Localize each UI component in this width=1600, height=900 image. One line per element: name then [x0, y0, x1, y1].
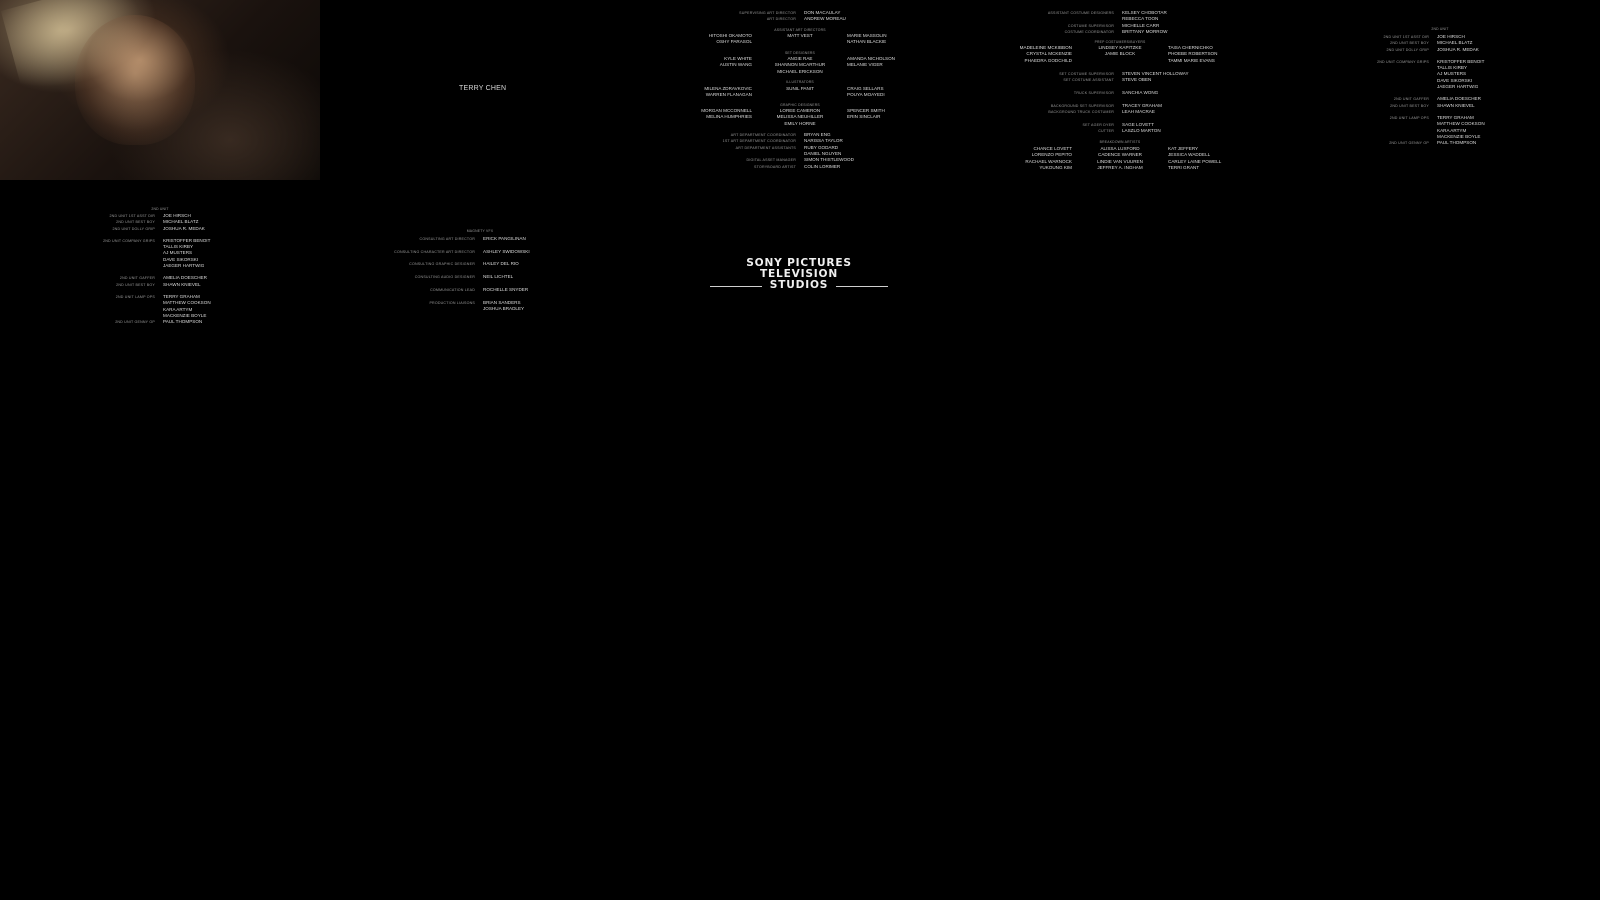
credit-section-heading: ASSISTANT ART DIRECTORS — [774, 28, 826, 32]
credit-name: PAUL THOMPSON — [1437, 140, 1477, 146]
credit-names — [1437, 59, 1484, 90]
credit-name: SUNIL PANIT — [786, 86, 814, 91]
credit-role: ART DIRECTOR — [766, 17, 796, 22]
credit-name: LEAH MACRAE — [1122, 109, 1155, 115]
credit-name: MICHAEL BLATZ — [1437, 40, 1473, 46]
credit-names — [1122, 128, 1161, 134]
credit-name: CRAIG SELLARS — [847, 86, 884, 91]
credit-role: 2ND UNIT GENNY OP — [1389, 141, 1429, 146]
credit-row — [676, 164, 840, 170]
credit-name: KARA ARTYM — [1437, 127, 1467, 133]
credit-names — [163, 226, 205, 232]
credit-row — [1309, 115, 1485, 140]
credit-role: COSTUME SUPERVISOR — [1067, 23, 1114, 28]
credit-row — [1309, 103, 1475, 109]
credit-name: KELSEY CHOBOTAR — [1122, 10, 1167, 15]
credit-name: JOE HIRSCH — [1437, 34, 1465, 39]
credit-name: CHANCE LOVETT — [1033, 146, 1072, 151]
credit-section-heading: 2ND UNIT — [1431, 27, 1449, 31]
credit-names — [163, 282, 201, 288]
credit-name-column — [652, 33, 752, 46]
credit-name: MATT VEST — [787, 33, 813, 38]
credit-role: ART DEPARTMENT ASSISTANTS — [735, 145, 796, 150]
credit-section-heading: 2ND UNIT — [151, 207, 169, 211]
credit-name-column — [760, 33, 840, 39]
credit-row — [35, 319, 202, 325]
credit-row — [994, 109, 1155, 115]
credit-name: MICHAEL BLATZ — [163, 219, 199, 225]
credit-section-heading: ILLUSTRATORS — [786, 80, 814, 84]
credit-name: SHANNON MCARTHUR — [774, 62, 826, 68]
credit-name: RUBY GODARD — [804, 144, 839, 150]
credit-row — [347, 236, 526, 242]
credit-name: KARA ARTYM — [163, 306, 193, 312]
credit-role: 2ND UNIT COMPANY GRIPS — [103, 238, 155, 243]
credit-names — [163, 294, 211, 319]
credit-role: CONSULTING ART DIRECTOR — [419, 237, 475, 241]
credit-role: 2ND UNIT BEST BOY — [1390, 41, 1429, 46]
credit-names — [1122, 109, 1155, 115]
credit-name: EMILY HORNE — [784, 120, 816, 126]
credit-name: SANCHIA WONG — [1122, 90, 1159, 96]
credit-name: STEVE OBEN — [1122, 77, 1152, 83]
credit-name: AMELIA DOESCHER — [1437, 96, 1481, 102]
credit-names — [163, 319, 202, 325]
credit-name: TERRI GRANT — [1168, 164, 1200, 170]
credit-row — [676, 145, 841, 158]
credit-role: 2ND UNIT GAFFER — [119, 276, 155, 281]
credit-row — [994, 29, 1168, 35]
credit-name-column — [1080, 146, 1160, 171]
credit-name-column — [847, 33, 947, 46]
credit-section-heading: MAGNETY VFX — [466, 229, 494, 233]
credit-name: LINDSEY KAPITZKE — [1098, 45, 1142, 50]
credit-name: PAUL THOMPSON — [163, 319, 203, 325]
credit-name: PHOEBE ROBERTSON — [1168, 51, 1218, 57]
credit-name: SAGE LOVETT — [1122, 122, 1154, 127]
logo-rule-left — [710, 286, 762, 287]
face-shape — [75, 15, 195, 145]
credit-row — [994, 128, 1161, 134]
credit-name: ANGIE RAE — [787, 56, 813, 61]
credit-name-column — [1168, 45, 1268, 64]
credit-names — [1122, 77, 1151, 83]
credit-name: ALISSA LUXFORD — [1100, 146, 1140, 151]
credit-name-column — [1080, 45, 1160, 58]
credit-row — [347, 249, 530, 255]
credit-names — [1437, 47, 1479, 53]
credit-name: MACKENZIE BOYLE — [1437, 133, 1481, 139]
credit-name: AJ MUSTERS — [1437, 71, 1467, 77]
credit-name: ASHLEY SWIDOWSKI — [483, 248, 530, 254]
credit-name: KAT JEFFERY — [1168, 146, 1199, 151]
credit-role: CONSULTING GRAPHIC DESIGNER — [409, 262, 475, 267]
credit-role: ASSISTANT COSTUME DESIGNERS — [1047, 11, 1114, 15]
credit-name: SIMON THISTLEWOOD — [804, 157, 854, 163]
credit-role: 2ND UNIT COMPANY GRIPS — [1377, 59, 1429, 64]
credit-name-column — [847, 56, 947, 69]
credit-role: COMMUNICATION LEAD — [430, 287, 475, 292]
credit-role: CUTTER — [1098, 129, 1114, 134]
credit-name: STEVEN VINCENT HOLLOWAY — [1122, 71, 1189, 76]
sony-pictures-television-studios-logo — [712, 258, 886, 291]
credit-role: CONSULTING CHARACTER ART DIRECTOR — [394, 249, 475, 254]
credit-role: 2ND UNIT BEST BOY — [116, 220, 155, 225]
credit-name: MILENA ZDRAVKOVIC — [704, 86, 752, 91]
credit-row — [994, 90, 1158, 96]
credit-name: KRISTOFFER BENOIT — [163, 237, 211, 243]
credit-role: SUPERVISING ART DIRECTOR — [739, 11, 796, 15]
credit-names — [1122, 29, 1168, 35]
credit-name: TERRY GRAHAM — [163, 294, 200, 299]
credit-role: PRODUCTION LIAISONS — [429, 300, 475, 305]
credit-name: HITOSHI OKAMOTO — [708, 33, 752, 38]
credit-names — [1437, 103, 1475, 109]
credit-name: OSHY PARASOL — [716, 39, 752, 45]
credit-row — [676, 16, 846, 22]
credit-name-column — [760, 108, 840, 127]
credit-name: PHAEDRA GODCHILD — [1024, 57, 1072, 63]
credit-role: 2ND UNIT 1ST ASST DIR — [109, 214, 155, 218]
credit-name: AJ MUSTERS — [163, 250, 193, 256]
credit-name: NATHAN BLACKIE — [847, 39, 887, 45]
credit-name: WARREN FLANAGAN — [705, 92, 752, 98]
credit-section-heading: GRAPHIC DESIGNERS — [780, 103, 820, 107]
credit-name: MICHAEL ERICKSON — [777, 68, 823, 74]
credit-name-column — [972, 45, 1072, 64]
credit-row — [1309, 47, 1479, 53]
credit-row — [994, 77, 1151, 83]
credit-names — [1122, 90, 1158, 96]
credit-name-column — [760, 86, 840, 92]
credit-names — [804, 164, 840, 170]
credit-name-column — [972, 146, 1072, 171]
credit-name: KRISTOFFER BENOIT — [1437, 58, 1485, 64]
credit-name: NARISSA TAYLOR — [804, 138, 843, 144]
credit-row — [35, 226, 205, 232]
credit-name: BRYAN ENG — [804, 132, 831, 137]
credit-row — [1309, 140, 1476, 146]
credit-role: 2ND UNIT GENNY OP — [115, 320, 155, 325]
credit-role: ART DEPARTMENT COORDINATOR — [730, 133, 796, 137]
credit-role: 2ND UNIT LAMP OPS — [1389, 116, 1429, 120]
credit-name: ERIN SINCLAIR — [847, 114, 881, 120]
credit-name: MATTHEW COOKSON — [1437, 121, 1485, 127]
credit-row — [35, 238, 210, 269]
credit-name: ANDREW MOREAU — [804, 16, 846, 22]
credit-name: MELINA HUMPHRIES — [706, 114, 752, 120]
credit-role: SET COSTUME ASSISTANT — [1063, 78, 1114, 83]
credit-name: MELANIE VIGER — [847, 62, 883, 68]
credit-name: JESSICA WADDELL — [1168, 152, 1211, 158]
credit-role: STORYBOARD ARTIST — [754, 164, 796, 169]
credit-name: SHAWN KNIEVEL — [1437, 102, 1475, 108]
credit-name: TALLIS KIRBY — [1437, 65, 1468, 71]
credit-names — [483, 261, 519, 267]
credit-name: POUYA MOAYEDI — [847, 92, 885, 98]
credit-role: CONSULTING AUDIO DESIGNER — [414, 275, 475, 280]
credit-name: AMELIA DOESCHER — [163, 275, 207, 281]
credit-row — [347, 300, 524, 313]
credit-name: TALLIS KIRBY — [163, 244, 194, 250]
credit-name-column — [847, 86, 947, 99]
credit-name: JOSHUA BRADLEY — [483, 305, 525, 311]
credit-name: CRYSTAL MCKENZIE — [1026, 51, 1072, 57]
credit-section-heading: BREAKDOWN ARTISTS — [1099, 140, 1141, 144]
logo-line-1: SONY PICTURES TELEVISION — [746, 257, 852, 280]
credit-role: SET COSTUME SUPERVISOR — [1059, 72, 1114, 76]
credit-name: HAILEY DEL RIO — [483, 261, 519, 267]
credit-row — [35, 294, 211, 319]
credit-role: DIGITAL ASSET MANAGER — [746, 158, 796, 163]
credit-name: MADELEINE MCKIBBON — [1019, 45, 1072, 50]
solo-credit-name: TERRY CHEN — [459, 85, 507, 92]
logo-rule-right — [836, 286, 888, 287]
credit-name: AMANDA NICHOLSON — [847, 56, 895, 61]
credit-name-column — [652, 108, 752, 121]
credit-name: LOREE CAMERON — [779, 108, 821, 113]
credit-name: DAVE SIKORSKI — [163, 256, 199, 262]
credit-name: MACKENZIE BOYLE — [163, 312, 207, 318]
credit-role: 2ND UNIT BEST BOY — [116, 282, 155, 287]
credit-name: CARLEY LAINE POWELL — [1168, 158, 1222, 164]
credit-names — [804, 16, 846, 22]
logo-line-2: STUDIOS — [769, 279, 829, 291]
credit-names — [483, 287, 528, 293]
credit-name: DAVE SIKORSKI — [1437, 77, 1473, 83]
credit-row — [994, 10, 1167, 23]
credit-section-heading: SET DESIGNERS — [784, 51, 816, 55]
credit-name: TAISA CHERNICHKO — [1168, 45, 1213, 50]
credit-role: COSTUME COORDINATOR — [1064, 29, 1114, 34]
credit-name: MATTHEW COOKSON — [163, 300, 211, 306]
credit-name: REBECCA TOON — [1122, 16, 1159, 22]
credit-section-heading: PREP COSTUMERS/BUYERS — [1094, 40, 1146, 44]
credit-name: LORENZO PEPITO — [1031, 152, 1072, 158]
credit-name: KYLE WHITE — [724, 56, 752, 61]
credit-role: BACKGROUND SET SUPERVISOR — [1050, 103, 1114, 108]
credit-names — [483, 274, 513, 280]
credit-role: 2ND UNIT LAMP OPS — [115, 295, 155, 299]
credit-name: MARIE MASSOLIN — [847, 33, 887, 38]
credit-name: JOSHUA R. MEDAK — [1437, 46, 1479, 52]
credit-name: BRITTANY MORROW — [1122, 28, 1168, 34]
credit-name-column — [652, 56, 752, 69]
credit-role: SET AGER DYER — [1082, 123, 1114, 127]
credit-role: 1ST ART DEPARTMENT COORDINATOR — [722, 139, 796, 144]
credit-name: JAEGER HARTWIG — [163, 263, 205, 269]
credit-name: YUKOUNG KIM — [1039, 164, 1072, 170]
credit-name: JEFFREY A. INGHAM — [1097, 164, 1143, 170]
credit-name: BRIAN SANDERS — [483, 299, 521, 305]
credit-name: JOSHUA R. MEDAK — [163, 225, 205, 231]
credit-name: RACHAEL WARNOCK — [1025, 158, 1072, 164]
credit-name: JOE HIRSCH — [163, 213, 191, 218]
credit-name: JAMIE BLOCK — [1104, 51, 1136, 57]
credit-name: COLIN LORIMER — [804, 163, 841, 169]
credit-role: BACKGROUND TRUCK COSTUMER — [1048, 110, 1114, 115]
credit-role: 2ND UNIT DOLLY GRIP — [112, 226, 155, 231]
credit-role: 2ND UNIT 1ST ASST DIR — [1383, 35, 1429, 39]
credit-name: MELISSA NEUHILLER — [776, 114, 824, 120]
credit-name: AUSTIN WANG — [719, 62, 752, 68]
credit-row — [347, 274, 513, 280]
credit-names — [804, 145, 841, 158]
credit-name: TAMMI MARIE EVANS — [1168, 57, 1215, 63]
credit-names — [1122, 10, 1167, 23]
credit-row — [347, 261, 519, 267]
credit-name: SHAWN KNIEVEL — [163, 281, 201, 287]
credit-names — [483, 236, 526, 242]
credit-names — [1437, 115, 1485, 140]
credit-name: ROCHELLE SNYDER — [483, 286, 529, 292]
credit-name-column — [652, 86, 752, 99]
credit-name: DON MACAULAY — [804, 10, 841, 15]
credit-name-column — [847, 108, 947, 121]
credit-name-column — [760, 56, 840, 75]
video-frame-thumbnail[interactable] — [0, 0, 320, 180]
credit-names — [483, 300, 524, 313]
credit-row — [1309, 59, 1484, 90]
credit-name: ERICK PANGILINAN — [483, 236, 526, 241]
credit-names — [1437, 140, 1476, 146]
credit-name-column — [1168, 146, 1268, 171]
credit-row — [35, 282, 201, 288]
credit-role: TRUCK SUPERVISOR — [1073, 91, 1114, 96]
credit-role: 2ND UNIT DOLLY GRIP — [1386, 47, 1429, 52]
credit-role: 2ND UNIT BEST BOY — [1390, 103, 1429, 108]
credit-role: 2ND UNIT GAFFER — [1393, 97, 1429, 102]
credit-name: CADENCE WARNER — [1098, 152, 1142, 158]
credit-name: MORGAN MCCONNELL — [701, 108, 752, 113]
credit-name: JAEGER HARTWIG — [1437, 84, 1479, 90]
credit-name: LASZLO MARTON — [1122, 128, 1161, 134]
credit-name: TERRY GRAHAM — [1437, 115, 1474, 120]
credit-row — [347, 287, 528, 293]
credit-name: NEIL LICHTEL — [483, 274, 514, 280]
credit-name: MICHELLE CARR — [1122, 22, 1160, 28]
credit-name: SPENCER SMITH — [847, 108, 885, 113]
credit-names — [483, 249, 530, 255]
credit-name: DANIEL NGUYEN — [804, 150, 842, 156]
credit-names — [163, 238, 210, 269]
credit-name: LINDIE VAN VUUREN — [1097, 158, 1143, 164]
credit-name: TRACEY GRAHAM — [1122, 102, 1162, 108]
